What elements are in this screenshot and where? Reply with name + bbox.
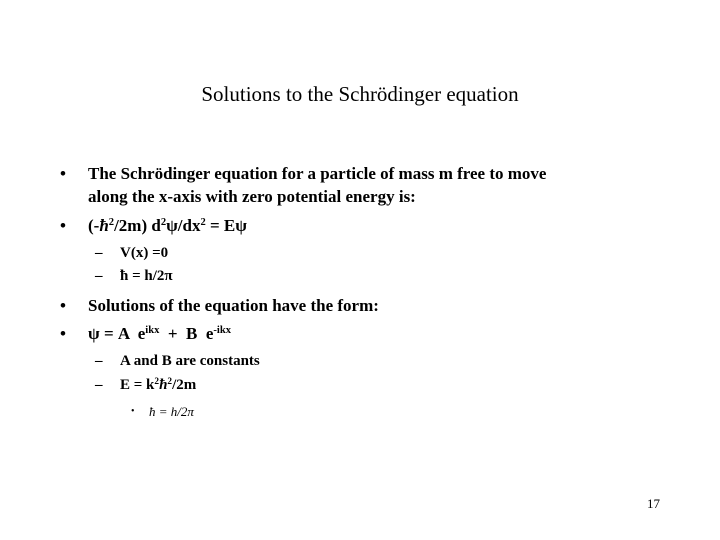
energy-equation: [120, 377, 196, 394]
equation-part: /2m: [172, 377, 197, 393]
bullet-intro-line2: along the x-axis with zero potential energy is:: [88, 187, 416, 206]
dash-marker: –: [95, 353, 103, 369]
dash-marker: –: [95, 377, 103, 393]
sub-bullet-text: V(x) =0: [120, 245, 169, 261]
bullet-marker: •: [60, 324, 66, 343]
superscript: 2: [167, 376, 173, 387]
superscript: 2: [200, 217, 206, 229]
dash-marker: –: [95, 245, 103, 261]
dash-marker: –: [95, 268, 103, 284]
equation-part: ψ = A e: [88, 324, 146, 343]
slide-title: Solutions to the Schrödinger equation: [201, 82, 519, 106]
schrodinger-equation: [88, 216, 247, 236]
bullet-marker: •: [60, 296, 66, 315]
equation-part: /2m) d: [114, 216, 161, 235]
equation-part: E = k: [120, 377, 155, 393]
sub-bullet-text: ħ = h/2π: [120, 268, 173, 284]
equation-part: (-: [88, 216, 100, 235]
bullet-marker: •: [60, 216, 66, 235]
equation-part: + B e: [159, 324, 214, 343]
equation-part: = Eψ: [205, 216, 247, 235]
superscript: 2: [154, 376, 160, 387]
hbar-symbol: ħ: [99, 216, 109, 235]
solution-equation: [88, 324, 231, 344]
bullet-marker: •: [60, 164, 66, 183]
equation-part: ψ/dx: [166, 216, 201, 235]
page-number: 17: [647, 496, 660, 511]
superscript: 2: [160, 217, 167, 229]
bullet-intro-line1: The Schrödinger equation for a particle of mass m free to move: [88, 164, 547, 183]
bullet-marker: •: [131, 406, 135, 417]
superscript: -ikx: [213, 325, 231, 337]
superscript: ikx: [145, 325, 160, 337]
sub-sub-bullet-text: ħ = h/2π: [149, 404, 194, 419]
hbar-symbol: ħ: [159, 377, 168, 393]
bullet-solutions-text: Solutions of the equation have the form:: [88, 296, 379, 315]
sub-bullet-text: A and B are constants: [120, 353, 260, 369]
superscript: 2: [108, 217, 115, 229]
